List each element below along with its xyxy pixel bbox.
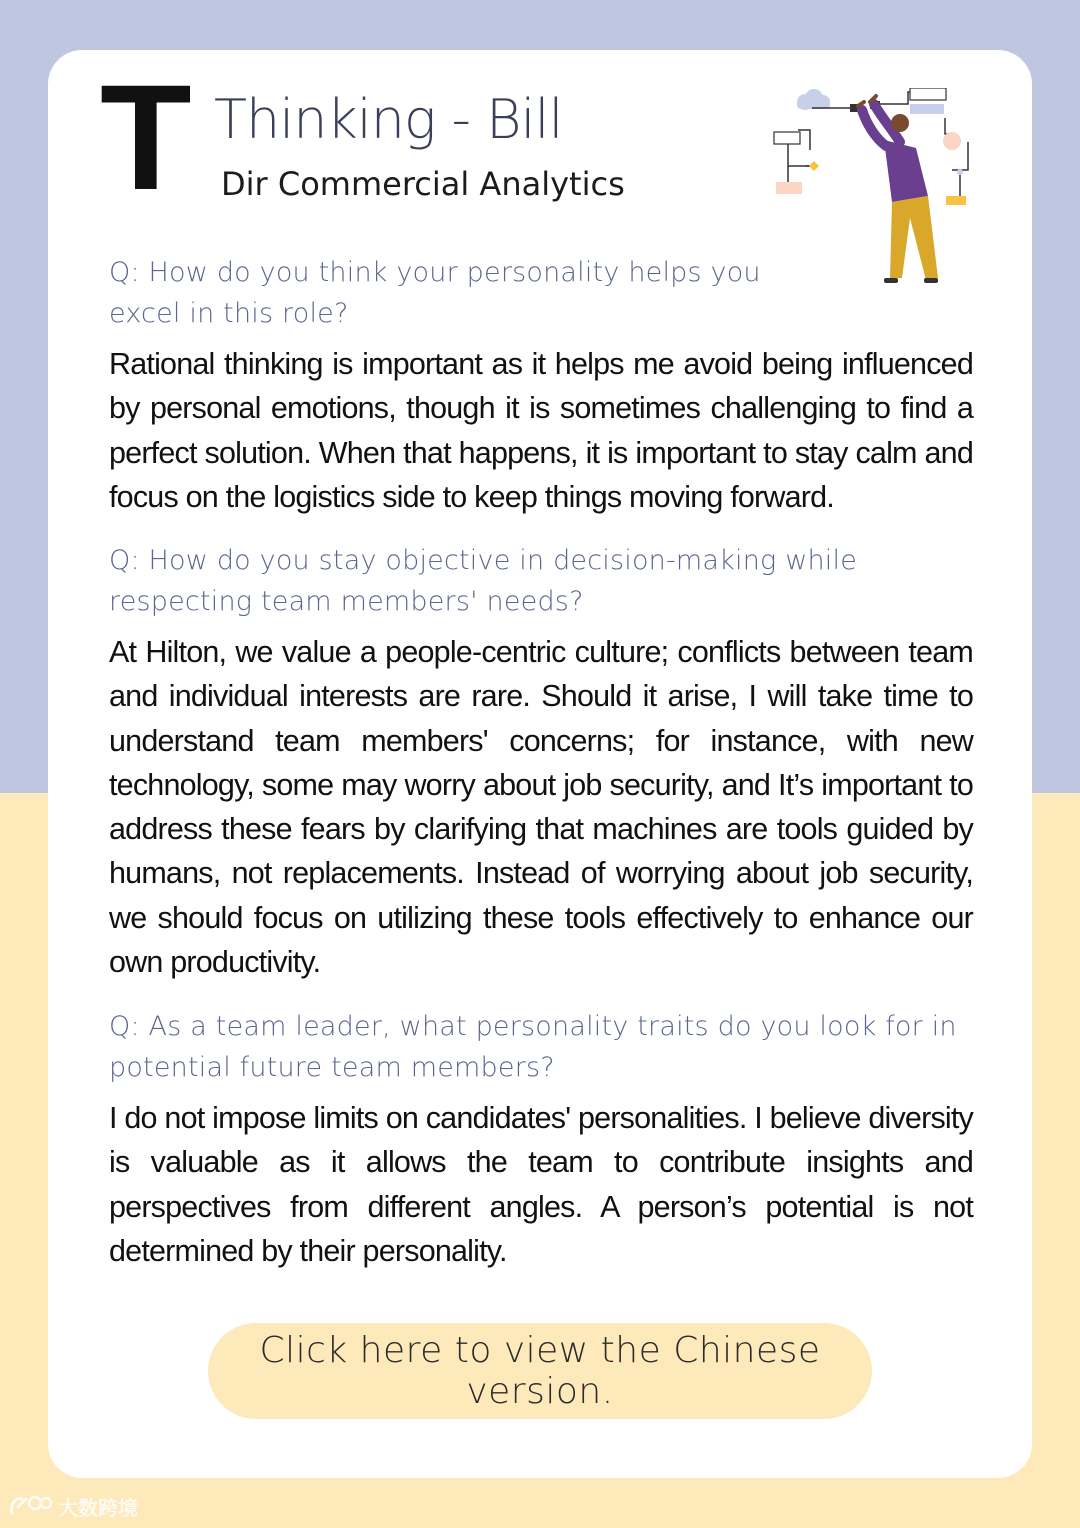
view-chinese-version-button[interactable]: Click here to view the Chinese version.: [208, 1323, 872, 1419]
qa-block-2: [109, 540, 973, 984]
question-2: Q: How do you stay objective in decision-making while respecting team members' needs?: [109, 545, 858, 617]
question-1: Q: How do you think your personality helps you excel in this role?: [109, 257, 761, 329]
personality-letter: T: [100, 53, 192, 221]
answer-1: Rational thinking is important as it helps me avoid being influenced by personal emotions, though it is sometimes challenging to find a perfect solution. When that happens, it is important to stay calm and focus on the logistics side to keep things moving forward.: [109, 347, 973, 514]
watermark-text: 大数跨境: [58, 1495, 138, 1520]
job-role: Dir Commercial Analytics: [221, 165, 625, 203]
qa-block-3: [109, 1006, 973, 1273]
watermark: [8, 1490, 138, 1522]
dashu-logo-icon: [8, 1493, 52, 1519]
answer-2: At Hilton, we value a people-centric culture; conflicts between team and individual interests are rare. Should it arise, I will take time to understand team members' concerns; for instance, with new technology, some may worry about job security, and It’s important to address these fears by clarifying that machines are tools guided by humans, not replacements. Instead of worrying about job security, we should focus on utilizing these tools effectively to enhance our own productivity.: [109, 635, 973, 980]
content-card: [48, 50, 1032, 1478]
qa-block-1: [109, 252, 973, 519]
question-3: Q: As a team leader, what personality traits do you look for in potential future team members?: [109, 1011, 957, 1083]
page-title: Thinking - Bill: [214, 88, 563, 151]
answer-3: I do not impose limits on candidates' personalities. I believe diversity is valuable as it allows the team to contribute insights and perspectives from different angles. A person’s potential is not determined by their personality.: [109, 1101, 973, 1268]
